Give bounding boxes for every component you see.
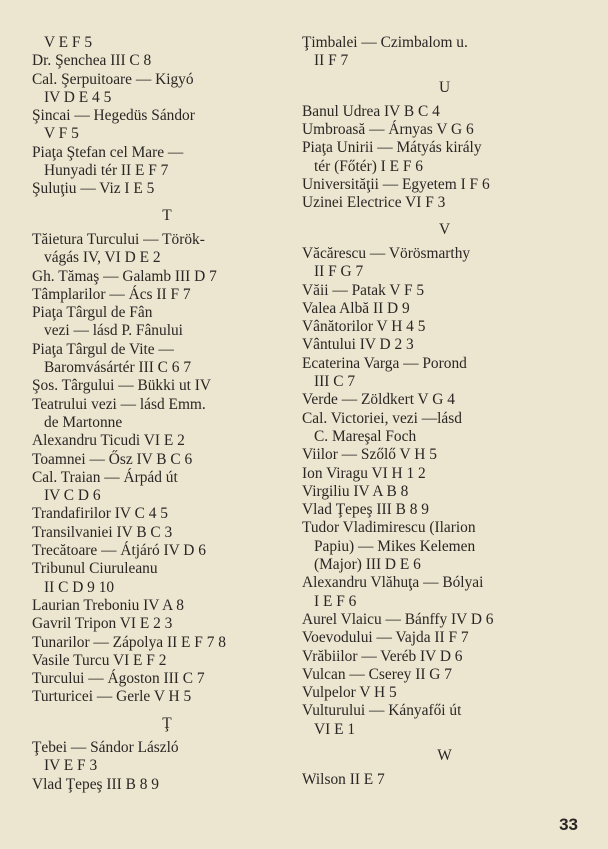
index-entry: Teatrului vezi — lásd Emm. [32,395,206,413]
index-entry: Piaţa Târgul de Vite — [32,340,174,358]
index-entry: Trecătoare — Átjáró IV D 6 [32,542,206,560]
index-entry: Universităţii — Egyetem I F 6 [302,176,490,194]
index-entry: tér (Főtér) I E F 6 [314,157,423,175]
index-entry: Tudor Vladimirescu (Ilarion [302,519,476,537]
page-number: 33 [559,815,578,834]
index-entry: Turturicei — Gerle V H 5 [32,688,192,706]
index-entry: Vulturului — Kányafői út [302,702,462,720]
index-entry: Turcului — Ágoston III C 7 [32,670,205,688]
index-entry: Tribunul Ciuruleanu [32,560,158,578]
index-entry: de Martonne [44,413,123,431]
index-entry: Trandafirilor IV C 4 5 [32,505,168,523]
index-entry: Tunarilor — Zápolya II E F 7 8 [32,633,226,651]
section-letter-t-cedilla: Ţ [162,714,172,732]
index-entry: Ecaterina Varga — Porond [302,354,467,372]
right-block-4 [302,771,587,789]
index-entry: Dr. Şenchea III C 8 [32,52,152,70]
left-column [32,34,302,794]
index-entry: III C 7 [314,373,356,391]
index-entry: I E F 6 [314,592,357,610]
index-entry: Aurel Vlaicu — Bánffy IV D 6 [302,610,494,628]
index-entry: Văii — Patak V F 5 [302,281,425,299]
index-entry: Ion Viragu VI H 1 2 [302,464,426,482]
index-entry: Văcărescu — Vörösmarthy [302,244,471,262]
index-entry: Şos. Târgului — Bükki ut IV [32,377,211,395]
index-entry: IV D E 4 5 [44,88,112,106]
index-entry: Alexandru Ticudi VI E 2 [32,432,185,450]
index-entry: II F G 7 [314,263,364,281]
index-entry: Vlad Ţepeş III B 8 9 [32,775,159,793]
index-entry: Gavril Tripon VI E 2 3 [32,615,173,633]
index-entry: VI E 1 [314,720,356,738]
index-entry: Vulcan — Cserey II G 7 [302,665,452,683]
index-entry: Cal. Şerpuitoare — Kigyó [32,70,194,88]
index-entry: Verde — Zöldkert V G 4 [302,391,455,409]
index-entry: Cal. Traian — Árpád út [32,468,178,486]
index-entry: Laurian Treboniu IV A 8 [32,596,184,614]
left-block-3 [32,739,302,794]
index-entry: Papiu) — Mikes Kelemen [314,537,476,555]
index-entry: vezi — lásd P. Fânului [44,322,183,340]
index-entry: II C D 9 10 [44,578,115,596]
index-entry: Piaţa Târgul de Fân [32,304,153,322]
right-column [302,34,587,790]
index-entry: Uzinei Electrice VI F 3 [302,194,446,212]
index-entry: Piaţa Ştefan cel Mare — [32,143,184,161]
section-letter-v: V [438,220,451,238]
right-block-3 [302,245,587,739]
index-entry: (Major) III D E 6 [314,556,421,574]
index-entry: Viilor — Szőlő V H 5 [302,446,437,464]
index-entry: Şincai — Hegedüs Sándor [32,107,195,125]
index-entry: Wilson II E 7 [302,771,385,789]
left-block-1 [32,34,302,199]
index-entry: V E F 5 [44,34,93,51]
index-entry: IV C D 6 [44,487,101,505]
index-entry: IV E F 3 [44,757,98,775]
left-block-2 [32,231,302,707]
section-letter-u: U [438,78,451,96]
index-entry: Vlad Ţepeş III B 8 9 [302,501,429,519]
index-entry: Voevodului — Vajda II F 7 [302,629,469,647]
index-entry: Ţimbalei — Czimbalom u. [302,34,468,51]
index-entry: Virgiliu IV A B 8 [302,482,409,500]
index-entry: Şuluţiu — Viz I E 5 [32,180,155,198]
index-entry: Gh. Tămaş — Galamb III D 7 [32,267,217,285]
index-entry: Toamnei — Ősz IV B C 6 [32,450,193,468]
index-entry: Umbroasă — Árnyas V G 6 [302,121,474,139]
index-entry: vágás IV, VI D E 2 [44,249,161,267]
index-entry: Vânătorilor V H 4 5 [302,318,426,336]
index-entry: V F 5 [44,125,79,143]
index-entry: Tâmplarilor — Ács II F 7 [32,285,191,303]
index-entry: II F 7 [314,52,349,70]
index-entry: Hunyadi tér II E F 7 [44,162,169,180]
index-entry: Vulpelor V H 5 [302,684,397,702]
index-entry: Cal. Victoriei, vezi —lásd [302,409,462,427]
index-entry: Tăietura Turcului — Török- [32,230,205,248]
right-block-1 [302,34,587,71]
section-letter-w: W [437,746,452,764]
index-entry: Piaţa Unirii — Mátyás király [302,139,482,157]
index-entry: Ţebei — Sándor László [32,738,179,756]
index-entry: Banul Udrea IV B C 4 [302,102,440,120]
right-block-2 [302,103,587,213]
index-entry: Transilvaniei IV B C 3 [32,523,173,541]
section-letter-t: T [162,206,172,224]
index-entry: Vrăbiilor — Veréb IV D 6 [302,647,463,665]
index-entry: Alexandru Vlăhuţa — Bólyai [302,574,484,592]
index-entry: Vasile Turcu VI E F 2 [32,651,167,669]
index-entry: Valea Albă II D 9 [302,299,410,317]
index-entry: Vântului IV D 2 3 [302,336,414,354]
index-entry: Baromvásártér III C 6 7 [44,359,192,377]
index-entry: C. Mareşal Foch [314,427,417,445]
